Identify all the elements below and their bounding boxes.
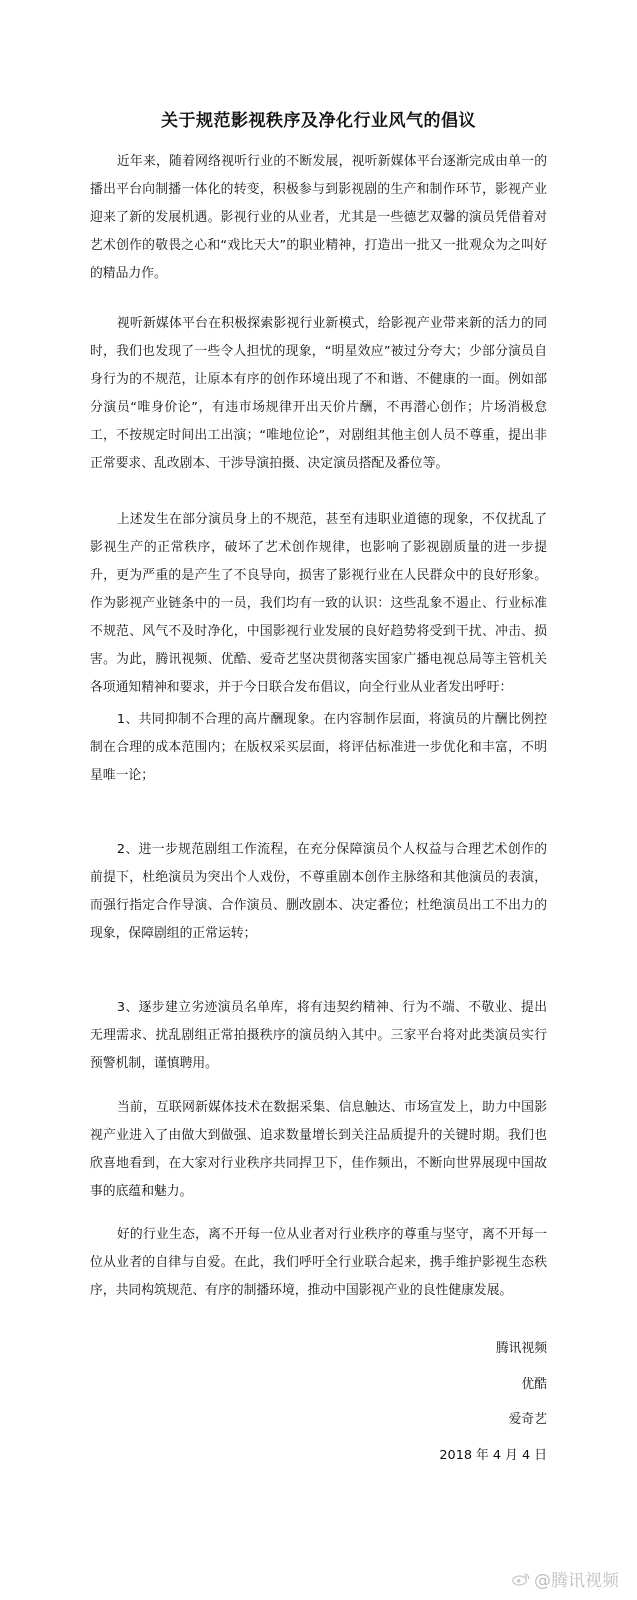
paragraph-current: 当前，互联网新媒体技术在数据采集、信息触达、市场宣发上，助力中国影视产业进入了由做大到做强、追求数量增长到关注品质提升的关键时期。我们也欣喜地看到，在大家对行业秩序共同捍卫下，佳作频出，不断向世界展现中国故事的底蕴和魅力。 bbox=[90, 1100, 547, 1199]
list-item-1: 1、共同抑制不合理的高片酬现象。在内容制作层面，将演员的片酬比例控制在合理的成本范围内；在版权采买层面，将评估标准进一步优化和丰富，不明星唯一论； bbox=[90, 712, 547, 783]
paragraph-concerns: 视听新媒体平台在积极探索影视行业新模式，给影视产业带来新的活力的同时，我们也发现了一些令人担忧的现象，“明星效应”被过分夸大；少部分演员自身行为的不规范，让原本有序的创作环境出现了不和谐、不健康的一面。例如部分演员“唯身价论”，有违市场规律开出天价片酬，不再潜心创作；片场消极怠工，不按规定时间出工出演；“唯地位论”，对剧组其他主创人员不尊重，提出非正常要求、乱改剧本、干涉导演拍摄、决定演员搭配及番位等。 bbox=[90, 316, 547, 471]
watermark-text: @腾讯视频 bbox=[534, 1571, 619, 1591]
paragraph-intro: 近年来，随着网络视听行业的不断发展，视听新媒体平台逐渐完成由单一的播出平台向制播一体化的转变，积极参与到影视剧的生产和制作环节，影视产业迎来了新的发展机遇。影视行业的从业者，尤其是一些德艺双馨的演员凭借着对艺术创作的敬畏之心和“戏比天大”的职业精神，打造出一批又一批观众为之叫好的精品力作。 bbox=[90, 154, 547, 281]
list-item-3: 3、逐步建立劣迹演员名单库，将有违契约精神、行为不端、不敬业、提出无理需求、扰乱剧组正常拍摄秩序的演员纳入其中。三家平台将对此类演员实行预警机制，谨慎聘用。 bbox=[90, 1000, 547, 1071]
signature-tencent-video: 腾讯视频 bbox=[495, 1341, 547, 1356]
document-title: 关于规范影视秩序及净化行业风气的倡议 bbox=[161, 111, 476, 131]
signature-youku: 优酷 bbox=[521, 1377, 547, 1392]
signature-iqiyi: 爱奇艺 bbox=[508, 1412, 547, 1427]
document-date: 2018 年 4 月 4 日 bbox=[439, 1448, 547, 1463]
list-item-2: 2、进一步规范剧组工作流程，在充分保障演员个人权益与合理艺术创作的前提下，杜绝演员为突出个人戏份，不尊重剧本创作主脉络和其他演员的表演，而强行指定合作导演、合作演员、删改剧本、决定番位；杜绝演员出工不出力的现象，保障剧组的正常运转； bbox=[90, 842, 547, 941]
paragraph-ecology: 好的行业生态，离不开每一位从业者对行业秩序的尊重与坚守，离不开每一位从业者的自律与自爱。在此，我们呼吁全行业联合起来，携手维护影视生态秩序，共同构筑规范、有序的制播环境，推动中国影视产业的良性健康发展。 bbox=[90, 1227, 547, 1298]
paragraph-initiative: 上述发生在部分演员身上的不规范，甚至有违职业道德的现象，不仅扰乱了影视生产的正常秩序，破坏了艺术创作规律，也影响了影视剧质量的进一步提升，更为严重的是产生了不良导向，损害了影视行业在人民群众中的良好形象。作为影视产业链条中的一员，我们均有一致的认识：这些乱象不遏止、行业标准不规范、风气不及时净化，中国影视行业发展的良好趋势将受到干扰、冲击、损害。为此，腾讯视频、优酷、爱奇艺坚决贯彻落实国家广播电视总局等主管机关各项通知精神和要求，并于今日联合发布倡议，向全行业从业者发出呼吁： bbox=[90, 512, 547, 695]
weibo-watermark bbox=[512, 1566, 619, 1591]
weibo-logo-icon bbox=[512, 1572, 530, 1586]
